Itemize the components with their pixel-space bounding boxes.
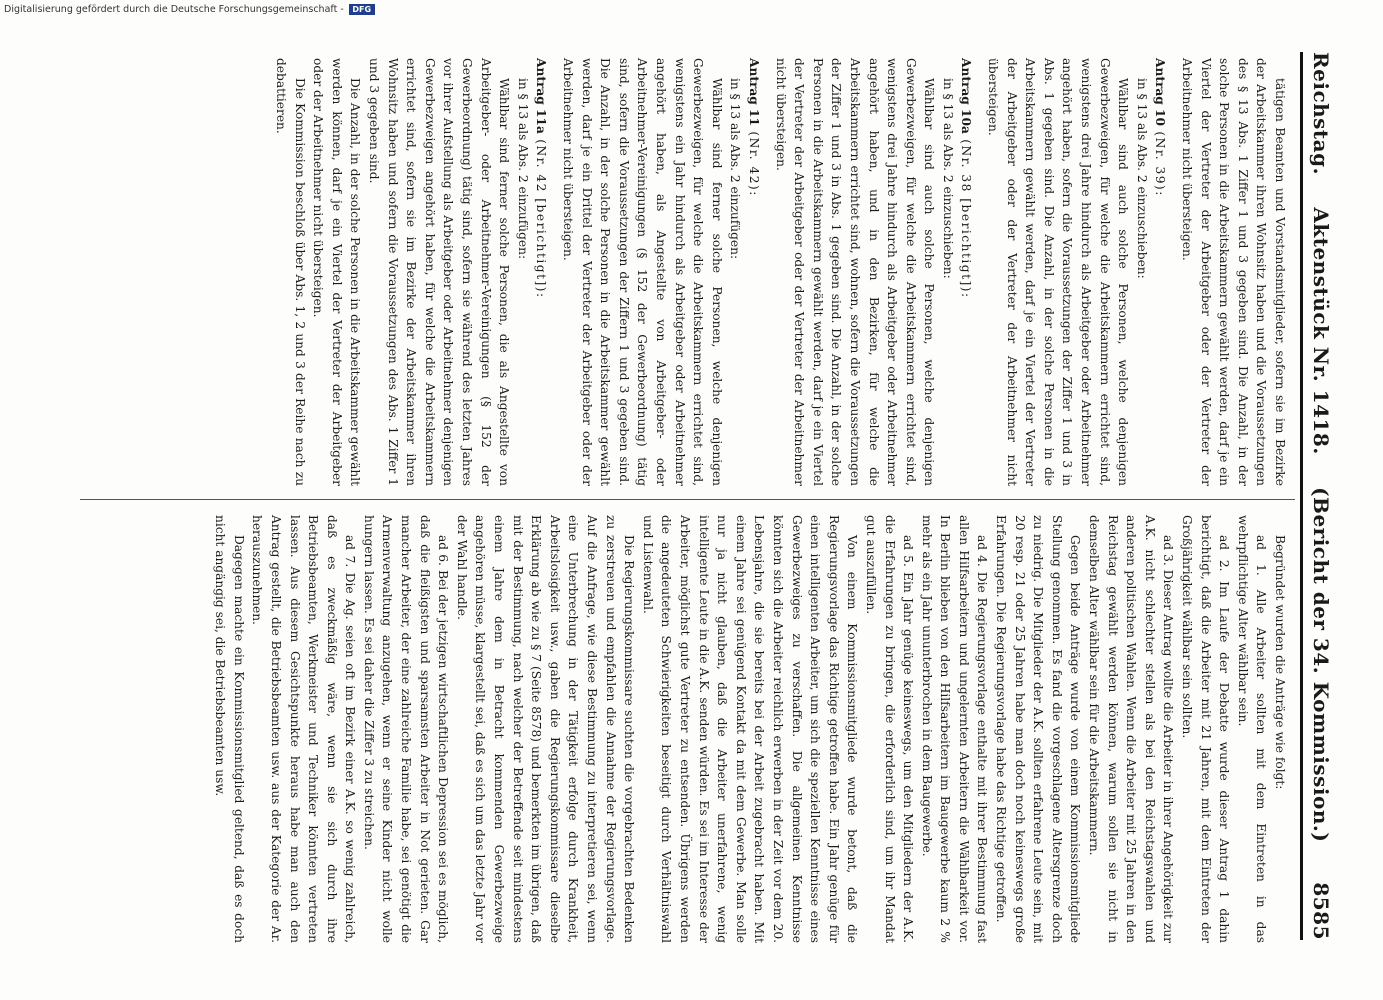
paragraph: ad 2. Im Laufe der Debatte wurde dieser Antrag 1 dahin berichtigt, daß die Arbeiter mit 21 Jahren, mit dem Eintreten der Großjährigkeit wählbar sein sollten. — [1180, 515, 1232, 943]
antrag-heading — [1151, 58, 1170, 486]
paragraph: tätigen Beamten und Vorstandsmitglieder, sofern sie im Bezirke der Arbeitskammer ihren Wohnsitz haben und die Voraussetzungen des § 13 Abs. 1 Ziffer 1 und 3 gegeben sind. Die Anzahl, in der solche Personen in die Arbeitskammern gewählt werden, darf je ein Viertel der Vertreter der Arbeitgeber oder der Vertreter der Arbeitnehmer nicht übersteigen. — [1180, 58, 1287, 486]
paragraph: ad 4. Die Regierungsvorlage enthalte mit ihrer Bestimmung fast allen Hilfsarbeitern und ungelernten Arbeitern die Wählbarkeit vor. In Berlin blieben von den Hilfsarbeitern im Baugewerbe kaum 2 % mehr als ein Jahr ununterbrochen in dem Baugewerbe. — [919, 515, 990, 943]
paragraph: Begründet wurden die Anträge wie folgt: — [1273, 535, 1287, 790]
paragraph: Die Regierungskommissare suchten die vorgebrachten Bedenken zu zerstreuen und empfahlen die Annahme der Regierungsvorlage. Auf die Anfrage, wie diese Bestimmung zu interpretieren sei, wenn eine Unterbrechung in der Tätigkeit erfolge durch Krankheit, Arbeitslosigkeit usw., gaben die Regierungskommissare dieselbe Erklärung ab wie zu § 7 (Seite 8578) und bemerkten im übrigen, daß mit der Bestimmung, nach welcher der Betreffende seit mindestens einem Jahre dem in Betracht kommenden Gewerbezweige angehören müsse, klargestellt sei, daß es sich um das letzte Jahr vor der Wahl handle. — [454, 515, 637, 943]
antrag-label: Antrag 10a — [959, 58, 974, 134]
antrag-ref: (Nr. 42 [berichtigt]): — [534, 139, 549, 299]
paragraph: ad 5. Ein Jahr genüge keineswegs, um den Mitgliedern der A.K. die Erfahrungen zu bringen, die erforderlich sind, um ihr Mandat gut auszufüllen. — [863, 515, 916, 943]
column-divider — [80, 499, 1295, 500]
antrag-label: Antrag 10 — [1153, 58, 1168, 126]
paragraph: Wählbar sind auch solche Personen, welche denjenigen Gewerbezweigen, für welche die Arbeitskammern errichtet sind, wenigstens drei Jahre hindurch als Arbeitgeber oder Arbeitnehmer angehört haben, sofern die Voraussetzungen der Ziffer 1 und 3 in Abs. 1 gegeben sind. Die Anzahl, in der solche Personen in die Arbeitskammern gewählt werden, darf je ein Viertel der Vertreter der Arbeitgeber oder der Vertreter der Arbeitnehmer nicht übersteigen. — [986, 58, 1131, 486]
paragraph: Gegen beide Anträge wurde von einem Kommissionsmitgliede Stellung genommen. Es fand die vorgeschlagene Altersgrenze doch zu niedrig. Die Mitglieder der A.K. sollten erfahrene Leute sein, mit 20 resp. 21 oder 25 Jahren habe man doch noch keineswegs große Erfahrungen. Die Regierungsvorlage habe das Richtige getroffen. — [994, 515, 1083, 943]
header-rule — [1300, 52, 1303, 940]
page-number: 8585 — [1309, 882, 1333, 940]
paragraph: in § 13 als Abs. 2 einzufügen: — [728, 78, 743, 260]
paragraph: Wählbar sind ferner solche Personen, die als Angestellte von Arbeitgeber- oder Arbeitnehmer-Vereinigungen (§ 152 der Gewerbeordnung) tätig sind, sofern sie während des letzten Jahres vor ihrer Aufstellung als Arbeitgeber oder Arbeitnehmer denjenigen Gewerbezweigen angehört haben, für welche die Arbeitskammern errichtet sind, sofern sie im Bezirke der Arbeitskammer ihren Wohnsitz haben und sofern die Voraussetzungen des Abs. 1 Ziffer 1 und 3 gegeben sind. — [367, 58, 512, 486]
antrag-heading — [744, 58, 763, 486]
antrag-heading — [957, 58, 976, 486]
antrag-ref: (Nr. 38 [berichtigt]): — [959, 139, 974, 299]
header-commission: (Bericht der 34. Kommission.) — [1309, 487, 1333, 843]
paragraph: Wählbar sind auch solche Personen, welche denjenigen Gewerbezweigen, für welche die Arbeitskammern errichtet sind, wenigstens drei Jahre hindurch als Arbeitgeber oder Arbeitnehmer angehört haben, und in den Bezirken, für welche die Arbeitskammern errichtet sind, wohnen, sofern die Voraussetzungen der Ziffer 1 und 3 in Abs. 1 gegeben sind. Die Anzahl, in der solche Personen in die Arbeitskammern gewählt werden, darf je ein Viertel der Vertreter der Arbeitgeber oder der Vertreter der Arbeitnehmer nicht übersteigen. — [773, 58, 937, 486]
antrag-label: Antrag 11a — [534, 58, 549, 134]
credit-text: Digitalisierung gefördert durch die Deutsche Forschungsgemeinschaft - — [4, 3, 344, 15]
paragraph: Die Kommission beschloß über Abs. 1, 2 und 3 der Reihe nach zu debattieren. — [274, 58, 307, 486]
digitization-credit — [4, 2, 424, 16]
paragraph: ad 3. Dieser Antrag wollte die Arbeiter in ihrer Angehörigkeit zur A.K. nicht schlechter stellen als bei den Reichstagswahlen und anderen politischen Wahlen. Wenn die Arbeiter mit 25 Jahren in den Reichstag gewählt werden können, warum sollen sie nicht in demselben Alter wählbar sein für die Arbeitskammern. — [1087, 515, 1176, 943]
paragraph: Dagegen machte ein Kommissionsmitglied geltend, daß es doch nicht angängig sei, die Betriebsbeamten usw. — [213, 515, 246, 943]
paragraph: Die Anzahl, in der solche Personen in die Arbeitskammer gewählt werden können, darf je ein Viertel der Vertreter der Arbeitgeber oder der Arbeitnehmer nicht übersteigen. — [311, 58, 363, 486]
header-left: Reichstag. — [1309, 52, 1333, 176]
paragraph: Wählbar sind ferner solche Personen, welche denjenigen Gewerbezweigen, für welche die Arbeitskammern errichtet sind, wenigstens ein Jahr hindurch als Arbeitgeber oder Arbeitnehmer angehört haben, als Angestellte von Arbeitgeber- oder Arbeitnehmer-Vereinigungen (§ 152 der Gewerbeordnung) tätig sind, sofern die Voraussetzungen der Ziffern 1 und 3 gegeben sind. Die Anzahl, in der solche Personen in die Arbeitskammer gewählt werden, darf je ein Drittel der Vertreter der Arbeitgeber oder der Arbeitnehmer nicht übersteigen. — [561, 58, 724, 486]
page-header — [1309, 52, 1345, 940]
antrag-ref: (Nr. 39): — [1153, 131, 1168, 197]
paragraph: ad 6. Bei der jetzigen wirtschaftlichen Depression sei es möglich, daß die fleißigsten und sparsamsten Arbeiter in Not gerieten. Gar mancher Arbeiter, der eine zahlreiche Familie habe, sei genötigt die Armenverwaltung anzugehen, wenn er seine Kinder nicht wolle hungern lassen. Es sei daher die Ziffer 3 zu streichen. — [361, 515, 451, 943]
antrag-label: Antrag 11 — [746, 58, 761, 126]
paragraph: in § 13 als Abs. 2 einzuschieben: — [940, 78, 955, 279]
paragraph: ad 1. Alle Arbeiter sollten mit dem Eintreten in das wehrpflichtige Alter wählbar sein. — [1235, 515, 1269, 943]
paragraph: in § 13 als Abs. 2 einzuschieben: — [1134, 78, 1149, 279]
dfg-logo: DFG — [349, 4, 375, 15]
antrag-heading — [532, 58, 551, 486]
antrag-ref: (Nr. 42): — [746, 131, 761, 197]
header-title: Aktenstück Nr. 1418. — [1309, 207, 1333, 455]
right-column — [211, 515, 1289, 943]
paragraph: in § 13 als Abs. 2 einzufügen: — [515, 78, 530, 260]
paragraph: ad 7. Die Ag. seien oft im Bezirk einer A.K. so wenig zahlreich, daß es zweckmäßig wäre, wenn sie sich durch ihre Betriebsbeamten, Werkmeister und Techniker könnten vertreten lassen. Aus diesem Gesichtspunkte heraus habe man auch den Antrag gestellt, die Betriebsbeamten usw. aus der Kategorie der Ar. herauszunehmen. — [250, 515, 358, 943]
left-column — [272, 58, 1289, 486]
paragraph: Von einem Kommissionsmitgliede wurde betont, daß die Regierungsvorlage das Richtige getroffen habe. Ein Jahr genüge für einen intelligenten Arbeiter, um sich die speziellen Kenntnisse eines Gewerbezweiges zu verschaffen. Die allgemeinen Kenntnisse könnten sich die Arbeiter reichlich erwerben in der Zeit vor dem 20. Lebensjahre, die sie bereits bei der Arbeit zugebracht haben. Mit einem Jahre sei genügend Kontakt da mit dem Gewerbe. Man solle nur ja nicht glauben, daß die Arbeiter unerfahrene, wenig intelligente Leute in die A.K. senden würden. Es sei im Interesse der Arbeiter, möglichst gute Vertreter zu entsenden. Übrigens werden die angedeuteten Schwierigkeiten beseitigt durch Verhältniswahl und Listenwahl. — [640, 515, 860, 943]
